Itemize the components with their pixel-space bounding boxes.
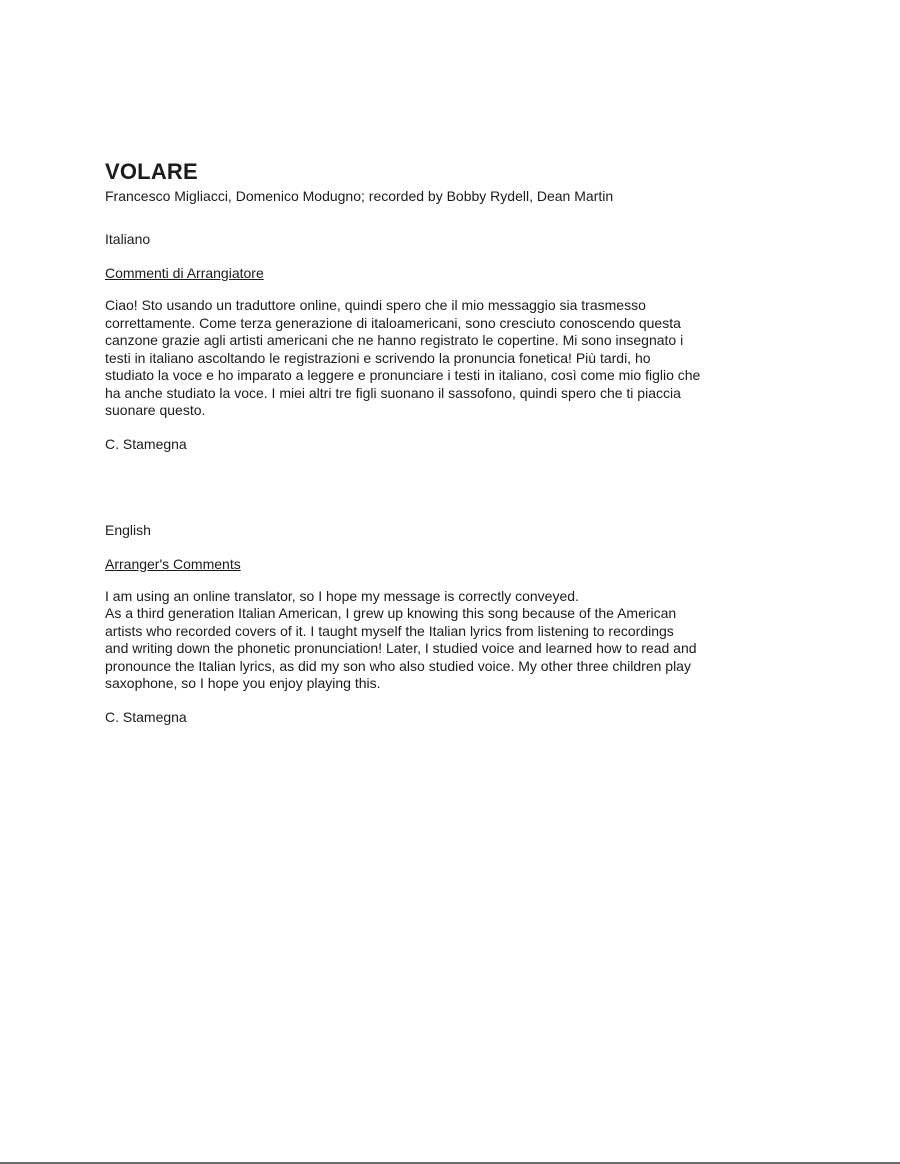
section-signature: C. Stamegna [105, 435, 187, 452]
section-language-label: Italiano [105, 231, 151, 247]
section-body-text: Ciao! Sto usando un traduttore online, quindi spero che il mio messaggio sia trasmesso correttamente. Come terza generazione di italoamericani, sono cresciuto conoscendo questa canzone grazie agli artisti americani che ne hanno registrato le copertine. Mi sono insegnato i testi in italiano ascoltando le registrazioni e scrivendo la pronuncia fonetica! Più tardi, ho studiato la voce e ho imparato a leggere e pronunciare i testi in italiano, così come mio figlio che ha anche studiato la voce. I miei altri tre figli suonano il sassofono, quindi spero che ti piaccia suonare questo. [105, 297, 701, 418]
section-language-label: English [105, 521, 151, 538]
section-heading: Commenti di Arrangiatore [105, 265, 264, 281]
section-italian [105, 229, 805, 454]
section-body-text: I am using an online translator, so I hope my message is correctly conveyed. As a third generation Italian American, I grew up knowing this song because of the American artists who recorded covers of it. I taught myself the Italian lyrics from listening to recordings and writing down the phonetic pronunciation! Later, I studied voice and learned how to read and pronounce the Italian lyrics, as did my son who also studied voice. My other three children play saxophone, so I hope you enjoy playing this. [105, 587, 697, 691]
document-content [105, 158, 805, 727]
section-english [105, 520, 805, 727]
song-credits: Francesco Migliacci, Domenico Modugno; recorded by Bobby Rydell, Dean Martin [105, 188, 614, 204]
section-signature: C. Stamegna [105, 708, 187, 725]
section-heading: Arranger's Comments [105, 555, 241, 572]
song-title: VOLARE [105, 159, 198, 184]
